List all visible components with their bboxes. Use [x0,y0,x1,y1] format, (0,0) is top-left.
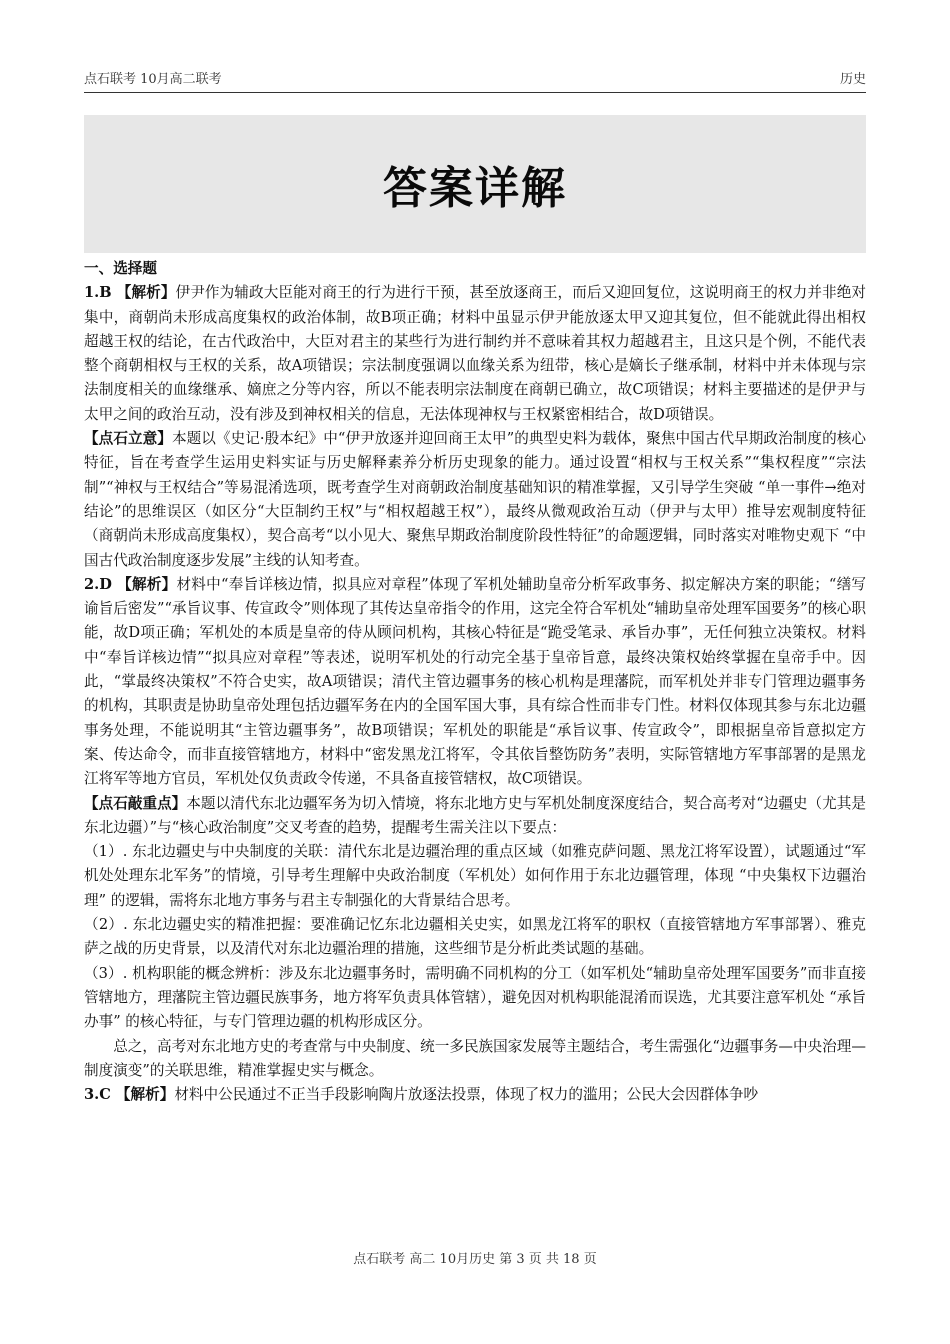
header-exam-name: 点石联考 10月高二联考 [84,72,222,87]
paragraph-text: 总之，高考对东北地方史的考查常与中央制度、统一多民族国家发展等主题结合，考生需强化“边疆事务—中央治理—制度演变”的关联思维，精准掌握史实与概念。 [84,1037,866,1079]
paragraph-text: 本题以清代东北边疆军务为切入情境，将东北地方史与军机处制度深度结合，契合高考对“边疆史（尤其是东北边疆）”与“核心政治制度”交叉考查的趋势，提醒考生需关注以下要点： [84,794,866,836]
paragraph-text: 材料中“奉旨详核边情，拟具应对章程”体现了军机处辅助皇帝分析军政事务、拟定解决方案的职能；“缮写谕旨后密发”“承旨议事、传宣政令”则体现了其传达皇帝指令的作用，这完全符合军机处“辅助皇帝处理军国要务”的核心职能，故D项正确；军机处的本质是皇帝的侍从顾问机构，其核心特征是“跪受笔录、承旨办事”，无任何独立决策权。材料中“奉旨详核边情”“拟具应对章程”等表述，说明军机处的行动完全基于皇帝旨意，最终决策权始终掌握在皇帝手中。因此，“掌最终决策权”不符合史实，故A项错误；清代主管边疆事务的核心机构是理藩院，而军机处并非专门管理边疆事务的机构，其职责是协助皇帝处理包括边疆军务在内的全国军国大事，具有综合性而非专门性。材料仅体现其参与东北边疆事务处理，不能说明其“主管边疆事务”，故B项错误；军机处的职能是“承旨议事、传宣政令”，即根据皇帝旨意拟定方案、传达命令，而非直接管辖地方，材料中“密发黑龙江将军，令其依旨整饬防务”表明，实际管辖地方军事部署的是黑龙江将军等地方官员，军机处仅负责政令传递，不具备直接管辖权，故C项错误。 [84,575,866,788]
answer-paragraph-3 [84,573,866,792]
paragraph-text: 材料中公民通过不正当手段影响陶片放逐法投票，体现了权力的滥用；公民大会因群体争吵 [174,1086,759,1104]
paragraph-label: 【点石敲重点】 [84,794,187,812]
header-subject: 历史 [839,72,866,87]
paragraph-text: （2）. 东北边疆史实的精准把握：要准确记忆东北边疆相关史实，如黑龙江将军的职权（直接管辖地方军事部署）、雅克萨之战的历史背景，以及清代对东北边疆治理的措施，这些细节是分析此类试题的基础。 [84,916,866,958]
section-heading: 一、选择题 [84,260,157,277]
paragraph-text: （1）. 东北边疆史与中央制度的关联：清代东北是边疆治理的重点区域（如雅克萨问题、黑龙江将军设置），试题通过“军机处处理东北军务”的情境，引导考生理解中央政治制度（军机处）如何作用于东北边疆管理，体现 “中央集权下边疆治理” 的逻辑，需将东北地方事务与君主专制强化的大背景结合思考。 [84,843,866,909]
answer-paragraph-6 [84,913,866,962]
page-header [84,62,866,93]
title-banner [84,115,866,253]
answer-paragraph-2 [84,427,866,573]
answer-paragraph-5 [84,840,866,913]
paragraph-text: 本题以《史记·殷本纪》中“伊尹放逐并迎回商王太甲”的典型史料为载体，聚焦中国古代早期政治制度的核心特征，旨在考查学生运用史料实证与历史解释素养分析历史现象的能力。通过设置“相权与王权关系”“集权程度”“宗法制”“神权与王权结合”等易混淆选项，既考查学生对商朝政治制度基础知识的精准掌握，又引导学生突破 “单一事件→绝对结论”的思维误区（如区分“大臣制约王权”与“相权超越王权”），最终从微观政治互动（伊尹与太甲）推导宏观制度特征（商朝尚未形成高度集权），契合高考“以小见大、聚焦早期政治制度阶段性特征”的命题逻辑，同时落实对唯物史观下 “中国古代政治制度逐步发展”主线的认知考查。 [84,430,866,569]
answer-paragraph-1 [84,281,866,427]
answer-paragraph-7 [84,962,866,1035]
answer-paragraph-9 [84,1083,866,1107]
page-title: 答案详解 [383,163,567,214]
paragraph-label: 【点石立意】 [84,430,172,448]
answer-content [84,257,866,1107]
paragraph-label: 3.C 【解析】 [84,1086,175,1104]
paragraph-text: （3）. 机构职能的概念辨析：涉及东北边疆事务时，需明确不同机构的分工（如军机处“辅助皇帝处理军国要务”而非直接管辖地方，理藩院主管边疆民族事务，地方将军负责具体管辖），避免因对机构职能混淆而误选，尤其要注意军机处 “承旨办事” 的核心特征，与专门管理边疆的机构形成区分。 [84,964,866,1031]
paragraph-label: 2.D 【解析】 [84,575,177,593]
answer-paragraph-8 [84,1035,866,1084]
paragraph-text: 伊尹作为辅政大臣能对商王的行为进行干预，甚至放逐商王，而后又迎回复位，这说明商王的权力并非绝对集中，商朝尚未形成高度集权的政治体制，故B项正确；材料中虽显示伊尹能放逐太甲又迎其复位，但不能就此得出相权超越王权的结论，在古代政治中，大臣对君主的某些行为进行制约并不意味着其权力超越君主，且这只是个例，不能代表整个商朝相权与王权的关系，故A项错误；宗法制度强调以血缘关系为纽带，核心是嫡长子继承制，材料中并未体现与宗法制度相关的血缘继承、嫡庶之分等内容，所以不能表明宗法制度在商朝已确立，故C项错误；材料主要描述的是伊尹与太甲之间的政治互动，没有涉及到神权相关的信息，无法体现神权与王权紧密相结合，故D项错误。 [84,284,866,423]
answer-paragraph-4 [84,792,866,841]
paragraph-label: 1.B 【解析】 [84,284,176,302]
page-footer: 点石联考 高二 10月历史 第 3 页 共 18 页 [353,1252,597,1267]
